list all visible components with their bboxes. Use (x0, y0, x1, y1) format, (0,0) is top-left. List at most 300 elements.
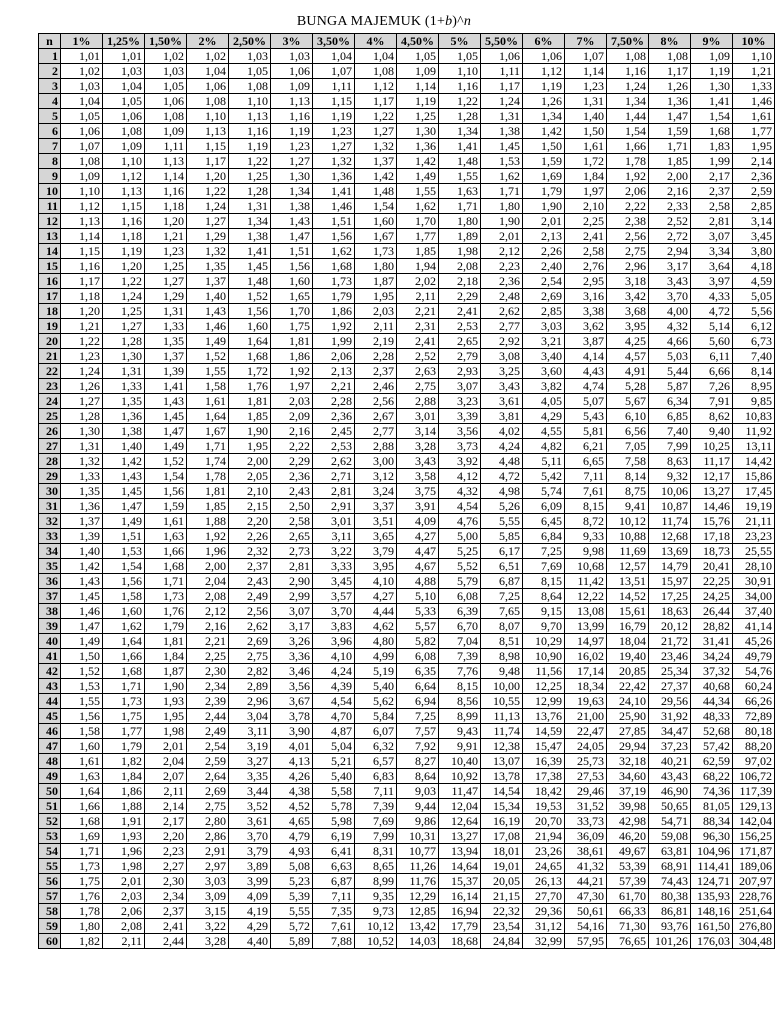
factor-cell: 12,38 (481, 739, 523, 754)
factor-cell: 1,71 (145, 574, 187, 589)
factor-cell: 2,59 (187, 754, 229, 769)
factor-cell: 2,29 (439, 289, 481, 304)
factor-cell: 1,22 (61, 334, 103, 349)
factor-cell: 1,68 (229, 349, 271, 364)
factor-cell: 21,00 (565, 709, 607, 724)
factor-cell: 4,65 (271, 814, 313, 829)
factor-cell: 44,34 (691, 694, 733, 709)
factor-cell: 5,62 (355, 694, 397, 709)
period-cell: 24 (39, 394, 61, 409)
factor-cell: 1,38 (481, 124, 523, 139)
factor-cell: 2,36 (481, 274, 523, 289)
factor-cell: 1,41 (229, 244, 271, 259)
factor-cell: 8,64 (523, 589, 565, 604)
factor-cell: 3,73 (439, 439, 481, 454)
factor-cell: 1,24 (187, 199, 229, 214)
factor-cell: 3,03 (187, 874, 229, 889)
factor-cell: 2,11 (103, 934, 145, 949)
factor-cell: 14,79 (649, 559, 691, 574)
factor-cell: 2,36 (271, 469, 313, 484)
factor-cell: 26,44 (691, 604, 733, 619)
factor-cell: 1,34 (229, 214, 271, 229)
factor-cell: 1,75 (103, 709, 145, 724)
table-row (39, 79, 775, 94)
factor-cell: 1,76 (145, 604, 187, 619)
factor-cell: 6,64 (397, 679, 439, 694)
factor-cell: 8,51 (481, 634, 523, 649)
factor-cell: 13,78 (481, 769, 523, 784)
factor-cell: 3,65 (355, 529, 397, 544)
factor-cell: 6,17 (481, 544, 523, 559)
factor-cell: 1,32 (61, 454, 103, 469)
header-row (39, 34, 775, 49)
factor-cell: 1,14 (145, 169, 187, 184)
factor-cell: 5,43 (565, 409, 607, 424)
period-cell: 51 (39, 799, 61, 814)
factor-cell: 8,64 (397, 769, 439, 784)
factor-cell: 1,58 (187, 379, 229, 394)
factor-cell: 5,56 (733, 304, 775, 319)
factor-cell: 7,11 (355, 784, 397, 799)
factor-cell: 5,60 (691, 334, 733, 349)
factor-cell: 3,56 (271, 679, 313, 694)
factor-cell: 23,46 (649, 649, 691, 664)
factor-cell: 2,90 (271, 574, 313, 589)
factor-cell: 1,10 (229, 94, 271, 109)
factor-cell: 1,63 (439, 184, 481, 199)
factor-cell: 59,08 (649, 829, 691, 844)
table-row (39, 244, 775, 259)
factor-cell: 6,83 (355, 769, 397, 784)
factor-cell: 1,50 (565, 124, 607, 139)
factor-cell: 7,92 (397, 739, 439, 754)
factor-cell: 11,76 (397, 874, 439, 889)
factor-cell: 5,84 (355, 709, 397, 724)
factor-cell: 1,23 (313, 124, 355, 139)
factor-cell: 13,99 (565, 619, 607, 634)
factor-cell: 2,10 (229, 484, 271, 499)
factor-cell: 1,86 (103, 784, 145, 799)
factor-cell: 3,22 (313, 544, 355, 559)
factor-cell: 9,86 (397, 814, 439, 829)
factor-cell: 3,61 (481, 394, 523, 409)
factor-cell: 2,50 (271, 499, 313, 514)
factor-cell: 11,13 (481, 709, 523, 724)
factor-cell: 15,97 (649, 574, 691, 589)
factor-cell: 2,10 (565, 199, 607, 214)
factor-cell: 1,25 (397, 109, 439, 124)
factor-cell: 1,79 (523, 184, 565, 199)
factor-cell: 21,72 (649, 634, 691, 649)
column-header-rate: 2% (187, 34, 229, 49)
factor-cell: 1,74 (187, 454, 229, 469)
factor-cell: 2,91 (313, 499, 355, 514)
factor-cell: 1,68 (145, 559, 187, 574)
factor-cell: 1,98 (439, 244, 481, 259)
factor-cell: 7,25 (523, 544, 565, 559)
factor-cell: 2,11 (355, 319, 397, 334)
table-row (39, 844, 775, 859)
factor-cell: 2,20 (229, 514, 271, 529)
factor-cell: 101,26 (649, 934, 691, 949)
factor-cell: 1,09 (145, 124, 187, 139)
factor-cell: 2,81 (271, 559, 313, 574)
factor-cell: 1,54 (607, 124, 649, 139)
factor-cell: 1,64 (229, 334, 271, 349)
factor-cell: 2,48 (481, 289, 523, 304)
factor-cell: 93,76 (649, 919, 691, 934)
factor-cell: 1,36 (313, 169, 355, 184)
table-row (39, 589, 775, 604)
factor-cell: 1,27 (271, 154, 313, 169)
factor-cell: 1,26 (649, 79, 691, 94)
factor-cell: 1,43 (61, 574, 103, 589)
factor-cell: 5,79 (439, 574, 481, 589)
factor-cell: 1,98 (103, 859, 145, 874)
factor-cell: 1,59 (649, 124, 691, 139)
factor-cell: 1,73 (103, 694, 145, 709)
factor-cell: 2,44 (187, 709, 229, 724)
factor-cell: 7,58 (607, 454, 649, 469)
factor-cell: 1,08 (61, 154, 103, 169)
factor-cell: 11,47 (439, 784, 481, 799)
factor-cell: 1,55 (439, 169, 481, 184)
factor-cell: 2,81 (313, 484, 355, 499)
factor-cell: 97,02 (733, 754, 775, 769)
factor-cell: 10,92 (439, 769, 481, 784)
factor-cell: 1,47 (103, 499, 145, 514)
factor-cell: 1,56 (61, 709, 103, 724)
factor-cell: 8,27 (397, 754, 439, 769)
factor-cell: 14,03 (397, 934, 439, 949)
factor-cell: 3,26 (271, 634, 313, 649)
factor-cell: 104,96 (691, 844, 733, 859)
factor-cell: 9,73 (355, 904, 397, 919)
table-row (39, 424, 775, 439)
factor-cell: 2,96 (607, 259, 649, 274)
factor-cell: 5,40 (313, 769, 355, 784)
factor-cell: 3,16 (565, 289, 607, 304)
factor-cell: 10,29 (523, 634, 565, 649)
factor-cell: 1,53 (61, 679, 103, 694)
factor-cell: 3,67 (271, 694, 313, 709)
table-row (39, 409, 775, 424)
factor-cell: 1,28 (439, 109, 481, 124)
factor-cell: 1,72 (565, 154, 607, 169)
factor-cell: 13,27 (691, 484, 733, 499)
factor-cell: 2,65 (271, 529, 313, 544)
factor-cell: 4,59 (733, 274, 775, 289)
factor-cell: 23,26 (523, 844, 565, 859)
factor-cell: 19,01 (481, 859, 523, 874)
factor-cell: 1,71 (187, 439, 229, 454)
factor-cell: 8,15 (565, 499, 607, 514)
factor-cell: 1,97 (271, 379, 313, 394)
factor-cell: 40,68 (691, 679, 733, 694)
factor-cell: 1,17 (187, 154, 229, 169)
factor-cell: 1,13 (103, 184, 145, 199)
factor-cell: 1,25 (229, 169, 271, 184)
factor-cell: 1,04 (187, 64, 229, 79)
factor-cell: 3,17 (271, 619, 313, 634)
factor-cell: 34,24 (691, 649, 733, 664)
factor-cell: 3,70 (229, 829, 271, 844)
factor-cell: 1,55 (397, 184, 439, 199)
factor-cell: 15,76 (691, 514, 733, 529)
factor-cell: 5,98 (313, 814, 355, 829)
factor-cell: 5,57 (397, 619, 439, 634)
table-row (39, 169, 775, 184)
factor-cell: 1,70 (271, 304, 313, 319)
factor-cell: 80,18 (733, 724, 775, 739)
factor-cell: 8,99 (439, 709, 481, 724)
column-header-rate: 10% (733, 34, 775, 49)
table-row (39, 604, 775, 619)
factor-cell: 1,29 (145, 289, 187, 304)
factor-cell: 2,03 (355, 304, 397, 319)
factor-cell: 1,30 (271, 169, 313, 184)
table-row (39, 709, 775, 724)
factor-cell: 1,30 (691, 79, 733, 94)
factor-cell: 14,97 (565, 634, 607, 649)
factor-cell: 156,25 (733, 829, 775, 844)
factor-cell: 1,38 (229, 229, 271, 244)
column-header-rate: 9% (691, 34, 733, 49)
factor-cell: 88,20 (733, 739, 775, 754)
factor-cell: 88,34 (691, 814, 733, 829)
factor-cell: 3,12 (355, 469, 397, 484)
factor-cell: 1,01 (61, 49, 103, 64)
factor-cell: 1,07 (61, 139, 103, 154)
factor-cell: 5,14 (691, 319, 733, 334)
factor-cell: 2,11 (145, 784, 187, 799)
factor-cell: 2,07 (145, 769, 187, 784)
factor-cell: 1,38 (271, 199, 313, 214)
factor-cell: 1,42 (397, 154, 439, 169)
table-row (39, 184, 775, 199)
factor-cell: 12,64 (439, 814, 481, 829)
table-row (39, 739, 775, 754)
factor-cell: 29,94 (607, 739, 649, 754)
factor-cell: 1,48 (229, 274, 271, 289)
factor-cell: 1,50 (61, 649, 103, 664)
factor-cell: 1,40 (565, 109, 607, 124)
factor-cell: 4,09 (229, 889, 271, 904)
factor-cell: 10,25 (691, 439, 733, 454)
factor-cell: 8,56 (439, 694, 481, 709)
factor-cell: 9,03 (397, 784, 439, 799)
table-row (39, 664, 775, 679)
factor-cell: 6,34 (649, 394, 691, 409)
factor-cell: 1,02 (61, 64, 103, 79)
factor-cell: 1,11 (313, 79, 355, 94)
factor-cell: 1,39 (61, 529, 103, 544)
factor-cell: 6,39 (439, 604, 481, 619)
factor-cell: 1,16 (607, 64, 649, 79)
factor-cell: 2,77 (355, 424, 397, 439)
factor-cell: 2,26 (229, 529, 271, 544)
factor-cell: 1,47 (145, 424, 187, 439)
factor-cell: 3,95 (607, 319, 649, 334)
factor-cell: 76,65 (607, 934, 649, 949)
factor-cell: 13,76 (523, 709, 565, 724)
factor-cell: 71,30 (607, 919, 649, 934)
period-cell: 37 (39, 589, 61, 604)
factor-cell: 1,09 (271, 79, 313, 94)
factor-cell: 4,14 (565, 349, 607, 364)
factor-cell: 2,53 (439, 319, 481, 334)
factor-cell: 2,37 (229, 559, 271, 574)
factor-cell: 9,70 (523, 619, 565, 634)
factor-cell: 7,88 (313, 934, 355, 949)
factor-cell: 5,11 (523, 454, 565, 469)
factor-cell: 3,97 (691, 274, 733, 289)
factor-cell: 14,46 (691, 499, 733, 514)
factor-cell: 24,05 (565, 739, 607, 754)
factor-cell: 1,21 (733, 64, 775, 79)
factor-cell: 1,61 (565, 139, 607, 154)
period-cell: 4 (39, 94, 61, 109)
factor-cell: 1,12 (103, 169, 145, 184)
factor-cell: 1,68 (103, 664, 145, 679)
factor-cell: 4,24 (481, 439, 523, 454)
factor-cell: 10,68 (565, 559, 607, 574)
factor-cell: 68,22 (691, 769, 733, 784)
factor-cell: 1,30 (103, 349, 145, 364)
factor-cell: 1,73 (355, 244, 397, 259)
factor-cell: 1,19 (103, 244, 145, 259)
factor-cell: 1,45 (61, 589, 103, 604)
factor-cell: 1,05 (61, 109, 103, 124)
factor-cell: 1,28 (103, 334, 145, 349)
factor-cell: 2,95 (565, 274, 607, 289)
factor-cell: 10,55 (481, 694, 523, 709)
factor-cell: 2,75 (397, 379, 439, 394)
factor-cell: 2,86 (187, 829, 229, 844)
factor-cell: 1,16 (439, 79, 481, 94)
factor-cell: 1,15 (61, 244, 103, 259)
factor-cell: 1,71 (481, 184, 523, 199)
factor-cell: 1,38 (103, 424, 145, 439)
period-cell: 12 (39, 214, 61, 229)
factor-cell: 1,22 (103, 274, 145, 289)
period-cell: 16 (39, 274, 61, 289)
factor-cell: 4,62 (355, 619, 397, 634)
factor-cell: 11,56 (523, 664, 565, 679)
factor-cell: 17,18 (691, 529, 733, 544)
factor-cell: 1,63 (145, 529, 187, 544)
factor-cell: 1,39 (145, 364, 187, 379)
factor-cell: 22,25 (691, 574, 733, 589)
factor-cell: 41,14 (733, 619, 775, 634)
factor-cell: 20,12 (649, 619, 691, 634)
factor-cell: 2,34 (145, 889, 187, 904)
factor-cell: 2,03 (103, 889, 145, 904)
factor-cell: 2,28 (355, 349, 397, 364)
period-cell: 10 (39, 184, 61, 199)
factor-cell: 1,88 (103, 799, 145, 814)
factor-cell: 3,99 (229, 874, 271, 889)
factor-cell: 3,44 (229, 784, 271, 799)
factor-cell: 3,34 (691, 244, 733, 259)
factor-cell: 1,64 (61, 784, 103, 799)
factor-cell: 2,49 (187, 724, 229, 739)
factor-cell: 1,46 (61, 604, 103, 619)
column-header-rate: 4% (355, 34, 397, 49)
factor-cell: 5,67 (607, 394, 649, 409)
factor-cell: 1,07 (565, 49, 607, 64)
factor-cell: 1,41 (145, 379, 187, 394)
factor-cell: 2,37 (355, 364, 397, 379)
period-cell: 31 (39, 499, 61, 514)
period-cell: 20 (39, 334, 61, 349)
factor-cell: 1,14 (61, 229, 103, 244)
factor-cell: 6,12 (733, 319, 775, 334)
factor-cell: 1,48 (355, 184, 397, 199)
factor-cell: 1,87 (355, 274, 397, 289)
factor-cell: 25,90 (607, 709, 649, 724)
factor-cell: 1,42 (61, 559, 103, 574)
factor-cell: 3,36 (271, 649, 313, 664)
factor-cell: 7,11 (313, 889, 355, 904)
factor-cell: 2,79 (439, 349, 481, 364)
factor-cell: 27,53 (565, 769, 607, 784)
factor-cell: 4,26 (271, 769, 313, 784)
factor-cell: 1,11 (145, 139, 187, 154)
factor-cell: 14,64 (439, 859, 481, 874)
factor-cell: 1,03 (145, 64, 187, 79)
factor-cell: 4,67 (397, 559, 439, 574)
column-header-rate: 4,50% (397, 34, 439, 49)
factor-cell: 6,63 (313, 859, 355, 874)
factor-cell: 1,80 (61, 919, 103, 934)
table-row (39, 634, 775, 649)
table-row (39, 64, 775, 79)
factor-cell: 3,23 (439, 394, 481, 409)
factor-cell: 2,38 (607, 214, 649, 229)
factor-cell: 4,70 (313, 709, 355, 724)
factor-cell: 2,06 (103, 904, 145, 919)
factor-cell: 10,00 (481, 679, 523, 694)
factor-cell: 1,27 (145, 274, 187, 289)
factor-cell: 2,67 (355, 409, 397, 424)
table-row (39, 304, 775, 319)
factor-cell: 6,56 (607, 424, 649, 439)
factor-cell: 5,82 (397, 634, 439, 649)
period-cell: 53 (39, 829, 61, 844)
column-header-rate: 6% (523, 34, 565, 49)
factor-cell: 3,62 (565, 319, 607, 334)
factor-cell: 6,57 (355, 754, 397, 769)
factor-cell: 2,52 (397, 349, 439, 364)
factor-cell: 1,09 (61, 169, 103, 184)
factor-cell: 1,18 (61, 289, 103, 304)
factor-cell: 2,37 (145, 904, 187, 919)
factor-cell: 2,19 (355, 334, 397, 349)
factor-cell: 28,10 (733, 559, 775, 574)
factor-cell: 1,33 (61, 469, 103, 484)
factor-cell: 8,07 (481, 619, 523, 634)
factor-cell: 54,76 (733, 664, 775, 679)
factor-cell: 1,59 (145, 499, 187, 514)
table-row (39, 619, 775, 634)
factor-cell: 2,18 (439, 274, 481, 289)
factor-cell: 1,22 (355, 109, 397, 124)
factor-cell: 12,25 (523, 679, 565, 694)
factor-cell: 24,65 (523, 859, 565, 874)
table-row (39, 919, 775, 934)
factor-cell: 10,12 (355, 919, 397, 934)
